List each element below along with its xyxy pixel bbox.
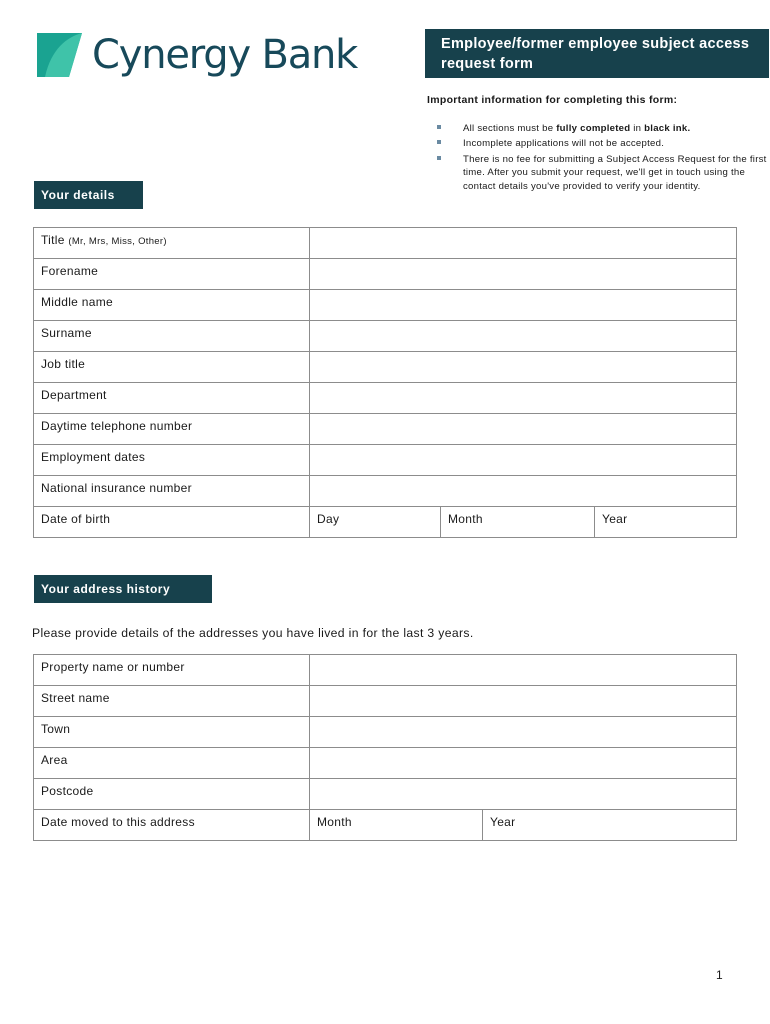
title-label: Title (Mr, Mrs, Miss, Other): [34, 228, 310, 259]
your-address-history-heading: Your address history: [34, 575, 212, 603]
square-bullet-icon: [437, 156, 441, 160]
middle-name-input[interactable]: [310, 290, 737, 321]
info-bullet: All sections must be fully completed in black ink.: [437, 122, 767, 135]
postcode-label: Postcode: [34, 779, 310, 810]
table-row: [34, 383, 737, 414]
street-name-label: Street name: [34, 686, 310, 717]
department-label: Department: [34, 383, 310, 414]
area-input[interactable]: [310, 748, 737, 779]
table-row: [34, 779, 737, 810]
date-moved-month-field[interactable]: Month: [310, 810, 483, 841]
info-bullet: Incomplete applications will not be accepted.: [437, 137, 767, 150]
surname-input[interactable]: [310, 321, 737, 352]
dob-month-field[interactable]: Month: [441, 507, 595, 538]
table-row: [34, 352, 737, 383]
dob-day-field[interactable]: Day: [310, 507, 441, 538]
address-history-table: [33, 654, 737, 841]
square-bullet-icon: [437, 125, 441, 129]
daytime-telephone-label: Daytime telephone number: [34, 414, 310, 445]
street-name-input[interactable]: [310, 686, 737, 717]
surname-label: Surname: [34, 321, 310, 352]
employment-dates-label: Employment dates: [34, 445, 310, 476]
table-row: [34, 321, 737, 352]
table-row: [34, 476, 737, 507]
middle-name-label: Middle name: [34, 290, 310, 321]
your-details-table: [33, 227, 737, 538]
table-row: [34, 655, 737, 686]
table-row: [34, 810, 737, 841]
table-row: [34, 686, 737, 717]
area-label: Area: [34, 748, 310, 779]
brand-logo: [37, 32, 357, 78]
cynergy-leaf-logo-icon: [37, 33, 82, 77]
national-insurance-input[interactable]: [310, 476, 737, 507]
title-input[interactable]: [310, 228, 737, 259]
forename-input[interactable]: [310, 259, 737, 290]
property-name-input[interactable]: [310, 655, 737, 686]
employment-dates-input[interactable]: [310, 445, 737, 476]
daytime-telephone-input[interactable]: [310, 414, 737, 445]
national-insurance-label: National insurance number: [34, 476, 310, 507]
town-label: Town: [34, 717, 310, 748]
square-bullet-icon: [437, 140, 441, 144]
table-row: [34, 507, 737, 538]
address-intro-text: Please provide details of the addresses you have lived in for the last 3 years.: [32, 626, 474, 640]
table-row: [34, 414, 737, 445]
title-hint: (Mr, Mrs, Miss, Other): [68, 236, 167, 247]
date-of-birth-label: Date of birth: [34, 507, 310, 538]
info-bullet-list: [437, 122, 767, 195]
form-title: Employee/former employee subject access request form: [425, 29, 769, 78]
dob-year-field[interactable]: Year: [595, 507, 737, 538]
job-title-input[interactable]: [310, 352, 737, 383]
forename-label: Forename: [34, 259, 310, 290]
table-row: [34, 748, 737, 779]
date-moved-label: Date moved to this address: [34, 810, 310, 841]
info-heading: Important information for completing this form:: [427, 94, 678, 106]
postcode-input[interactable]: [310, 779, 737, 810]
your-details-heading: Your details: [34, 181, 143, 209]
property-name-label: Property name or number: [34, 655, 310, 686]
date-moved-year-field[interactable]: Year: [483, 810, 737, 841]
info-bullet: There is no fee for submitting a Subject Access Request for the first time. After you submit your request, we'll get in touch using the contact details you've provided to verify your identity.: [437, 153, 767, 193]
table-row: [34, 228, 737, 259]
job-title-label: Job title: [34, 352, 310, 383]
page-number: 1: [716, 968, 723, 982]
brand-name: Cynergy Bank: [92, 32, 358, 78]
department-input[interactable]: [310, 383, 737, 414]
table-row: [34, 290, 737, 321]
table-row: [34, 717, 737, 748]
table-row: [34, 259, 737, 290]
town-input[interactable]: [310, 717, 737, 748]
table-row: [34, 445, 737, 476]
